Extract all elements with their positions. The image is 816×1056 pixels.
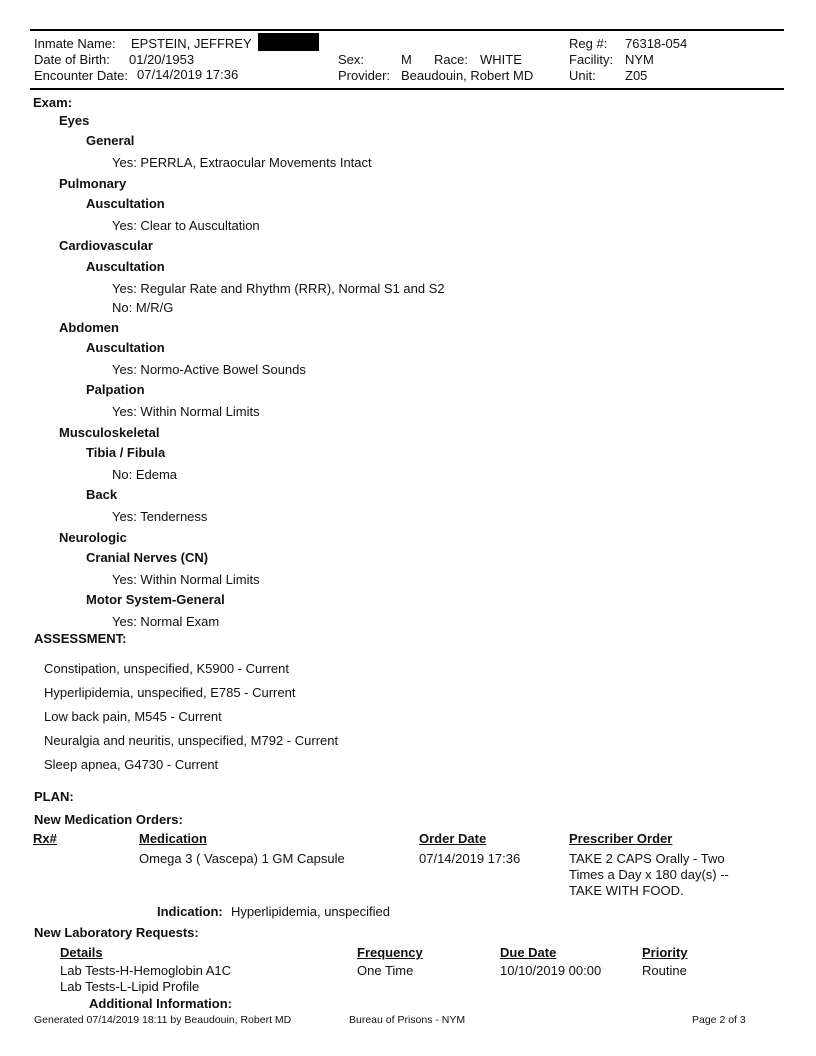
assessment-item: Low back pain, M545 - Current: [44, 709, 222, 724]
lab-test-name: Lab Tests-L-Lipid Profile: [60, 979, 200, 994]
dob-value: 01/20/1953: [129, 52, 195, 67]
exam-subsection-heading: Palpation: [86, 382, 145, 398]
sex-value: M: [401, 52, 412, 67]
lab-requests-title: New Laboratory Requests:: [34, 925, 199, 940]
exam-finding: Yes: Regular Rate and Rhythm (RRR), Normal S1 and S2: [112, 280, 445, 296]
exam-finding: Yes: Tenderness: [112, 509, 208, 525]
exam-subsection-heading: Tibia / Fibula: [86, 445, 166, 460]
provider-value: Beaudouin, Robert MD: [401, 68, 534, 83]
medication-name: Omega 3 ( Vascepa) 1 GM Capsule: [139, 851, 345, 866]
indication-label: Indication:: [157, 904, 223, 919]
indication-value: Hyperlipidemia, unspecified: [231, 904, 390, 919]
dob-label: Date of Birth:: [34, 52, 110, 67]
exam-section-heading: Eyes: [59, 113, 90, 128]
exam-finding: No: Edema: [112, 467, 178, 482]
inmate-name-label: Inmate Name:: [34, 36, 116, 51]
order-date-header: Order Date: [419, 831, 487, 846]
exam-section-heading: Pulmonary: [59, 175, 127, 191]
exam-finding: Yes: Normo-Active Bowel Sounds: [112, 362, 306, 378]
assessment-item: Neuralgia and neuritis, unspecified, M792 - Current: [44, 733, 339, 748]
reg-label: Reg #:: [569, 36, 608, 51]
encounter-date-value: 07/14/2019 17:36: [137, 67, 239, 82]
due-date-header: Due Date: [500, 945, 557, 960]
redaction-box: [258, 33, 319, 51]
facility-value: NYM: [625, 52, 654, 67]
exam-finding: No: M/R/G: [112, 299, 174, 315]
unit-value: Z05: [625, 68, 648, 83]
exam-finding: Yes: Clear to Auscultation: [112, 217, 260, 233]
exam-subsection-heading: Auscultation: [86, 195, 165, 211]
exam-section-heading: Abdomen: [59, 319, 119, 335]
prescriber-order-line: Times a Day x 180 day(s) --: [569, 867, 729, 882]
footer-page: Page 2 of 3: [692, 1014, 746, 1026]
exam-subsection-heading: General: [86, 133, 135, 149]
details-header: Details: [60, 945, 103, 960]
prescriber-order-line: TAKE WITH FOOD.: [569, 883, 684, 898]
exam-finding: Yes: Within Normal Limits: [112, 404, 260, 420]
encounter-date-label: Encounter Date:: [34, 68, 128, 83]
race-label: Race:: [434, 52, 468, 67]
footer-bureau: Bureau of Prisons - NYM: [349, 1014, 466, 1026]
additional-info-label: Additional Information:: [89, 996, 232, 1011]
assessment-item: Constipation, unspecified, K5900 - Current: [44, 661, 289, 676]
exam-finding: Yes: Normal Exam: [112, 614, 220, 630]
assessment-item: Sleep apnea, G4730 - Current: [44, 757, 219, 772]
footer-generated: Generated 07/14/2019 18:11 by Beaudouin, Robert MD: [34, 1014, 292, 1026]
lab-due-date: 10/10/2019 00:00: [500, 963, 602, 978]
priority-header: Priority: [642, 945, 688, 960]
med-orders-title: New Medication Orders:: [34, 812, 183, 827]
exam-subsection-heading: Auscultation: [86, 258, 165, 274]
prescriber-order-line: TAKE 2 CAPS Orally - Two: [569, 851, 725, 866]
exam-section-heading: Musculoskeletal: [59, 424, 160, 440]
facility-label: Facility:: [569, 52, 614, 67]
lab-priority: Routine: [642, 963, 687, 978]
sex-label: Sex:: [338, 52, 365, 67]
race-value: WHITE: [480, 52, 522, 67]
assessment-title: ASSESSMENT:: [34, 631, 127, 646]
medication-order-date: 07/14/2019 17:36: [419, 851, 521, 866]
plan-title: PLAN:: [34, 789, 74, 804]
provider-label: Provider:: [338, 68, 391, 83]
exam-finding: Yes: Within Normal Limits: [112, 571, 260, 587]
exam-subsection-heading: Auscultation: [86, 340, 165, 356]
exam-section-heading: Neurologic: [59, 529, 127, 545]
exam-subsection-heading: Cranial Nerves (CN): [86, 549, 209, 565]
medication-header: Medication: [139, 831, 207, 846]
exam-section-heading: Cardiovascular: [59, 238, 153, 254]
exam-subsection-heading: Motor System-General: [86, 592, 225, 608]
header-top-rule: [30, 29, 784, 31]
prescriber-order-header: Prescriber Order: [569, 831, 673, 846]
exam-finding: Yes: PERRLA, Extraocular Movements Intact: [112, 155, 372, 171]
exam-subsection-heading: Back: [86, 487, 118, 503]
rx-header: Rx#: [33, 831, 57, 846]
reg-value: 76318-054: [625, 36, 688, 51]
header-bottom-rule: [30, 88, 784, 90]
frequency-header: Frequency: [357, 945, 423, 960]
lab-test-name: Lab Tests-H-Hemoglobin A1C: [60, 963, 232, 978]
inmate-name: EPSTEIN, JEFFREY: [131, 36, 252, 51]
assessment-item: Hyperlipidemia, unspecified, E785 - Current: [44, 685, 296, 700]
exam-title: Exam:: [33, 95, 73, 110]
unit-label: Unit:: [569, 68, 596, 83]
lab-frequency: One Time: [357, 963, 414, 978]
